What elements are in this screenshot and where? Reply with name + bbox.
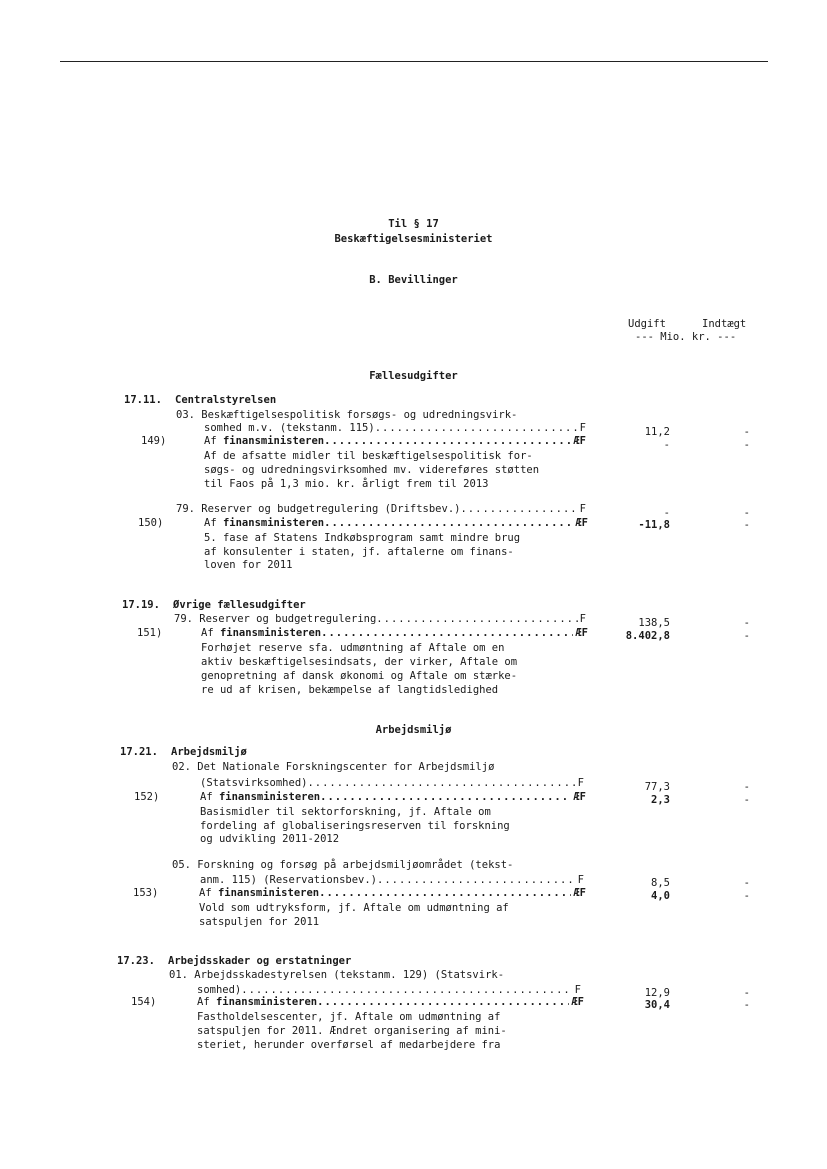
af-line <box>199 887 586 900</box>
section-title: Arbejdsskader og erstatninger <box>168 955 352 967</box>
item-text: somhed m.v. (tekstanm. 115) <box>204 422 375 434</box>
amount-udgift: 30,4 <box>644 999 670 1011</box>
item-description: af konsulenter i staten, jf. aftalerne om finans- <box>204 546 514 558</box>
item-line-f <box>204 422 586 435</box>
af-prefix: Af <box>204 517 223 529</box>
item-text: 79. Reserver og budgetregulering (Driftsbev.) <box>176 503 461 515</box>
leader-dots <box>324 435 571 448</box>
amount-indtaegt: - <box>743 630 750 642</box>
amount-indtaegt: - <box>743 617 750 629</box>
af-line <box>201 627 588 640</box>
af-prefix: Af <box>197 996 216 1008</box>
leader-dots <box>460 503 577 516</box>
item-description: aktiv beskæftigelsesindsats, der virker, Aftale om <box>201 656 518 668</box>
amount-indtaegt: - <box>743 987 750 999</box>
amount-udgift: 138,5 <box>638 617 670 629</box>
mark-ae: ÆF <box>573 435 586 447</box>
item-line: 02. Det Nationale Forskningscenter for Arbejdsmiljø <box>172 761 495 773</box>
af-name: finansministeren <box>215 996 318 1008</box>
leader-dots <box>307 777 575 790</box>
section-title: Centralstyrelsen <box>175 394 277 406</box>
note-number: 150) <box>138 517 164 529</box>
amount-indtaegt: - <box>743 507 750 519</box>
amount-udgift: 12,9 <box>644 987 670 999</box>
item-description: loven for 2011 <box>204 559 293 571</box>
section-title: Øvrige fællesudgifter <box>173 599 306 611</box>
af-line <box>197 996 584 1009</box>
group-heading-arbejdsmiljo: Arbejdsmiljø <box>375 724 452 736</box>
section-code: 17.19. <box>122 599 160 611</box>
note-number: 152) <box>134 791 160 803</box>
item-description: Fastholdelsescenter, jf. Aftale om udmøntning af <box>197 1011 501 1023</box>
mark-f: F <box>577 874 584 886</box>
ministry-title: Beskæftigelsesministeriet <box>334 233 493 245</box>
item-line: 05. Forskning og forsøg på arbejdsmiljøområdet (tekst- <box>172 859 514 871</box>
item-description: Vold som udtryksform, jf. Aftale om udmøntning af <box>199 902 509 914</box>
leader-dots <box>324 517 573 530</box>
item-text: somhed) <box>197 984 242 996</box>
item-text: anm. 115) (Reservationsbev.) <box>200 874 378 886</box>
column-udgift: Udgift <box>628 318 666 330</box>
item-text: (Statsvirksomhed) <box>200 777 308 789</box>
mark-f: F <box>579 503 586 515</box>
note-number: 149) <box>141 435 167 447</box>
mark-ae: ÆF <box>575 517 588 529</box>
column-indtaegt: Indtægt <box>702 318 747 330</box>
item-description: til Faos på 1,3 mio. kr. årligt frem til 2013 <box>204 478 489 490</box>
note-number: 153) <box>133 887 159 899</box>
amount-udgift: - <box>663 439 670 451</box>
af-line <box>204 517 588 530</box>
page-subtitle: B. Bevillinger <box>369 274 458 286</box>
item-description: og udvikling 2011-2012 <box>200 833 340 845</box>
amount-udgift: - <box>663 507 670 519</box>
note-number: 154) <box>131 996 157 1008</box>
item-description: re ud af krisen, bekæmpelse af langtidsledighed <box>201 684 499 696</box>
mark-ae: ÆF <box>573 791 586 803</box>
note-number: 151) <box>137 627 163 639</box>
item-description: satspuljen for 2011. Ændret organisering af mini- <box>197 1025 507 1037</box>
af-prefix: Af <box>201 627 220 639</box>
af-name: finansministeren <box>222 435 325 447</box>
item-description: steriet, herunder overførsel af medarbejdere fra <box>197 1039 501 1051</box>
amount-udgift: 77,3 <box>644 781 670 793</box>
leader-dots <box>375 422 578 435</box>
amount-indtaegt: - <box>743 426 750 438</box>
leader-dots <box>321 627 573 640</box>
item-description: genopretning af dansk økonomi og Aftale om stærke- <box>201 670 518 682</box>
amount-indtaegt: - <box>743 999 750 1011</box>
item-text: 79. Reserver og budgetregulering <box>174 613 377 625</box>
mark-f: F <box>579 422 586 434</box>
af-prefix: Af <box>199 887 218 899</box>
mark-f: F <box>577 777 584 789</box>
mark-ae: ÆF <box>575 627 588 639</box>
af-prefix: Af <box>200 791 219 803</box>
amount-udgift: 11,2 <box>644 426 670 438</box>
item-description: søgs- og udredningsvirksomhed mv. videreføres støtten <box>204 464 540 476</box>
amount-indtaegt: - <box>743 439 750 451</box>
amount-indtaegt: - <box>743 781 750 793</box>
mark-ae: ÆF <box>571 996 584 1008</box>
amount-udgift: 2,3 <box>651 794 670 806</box>
item-line: 03. Beskæftigelsespolitisk forsøgs- og udredningsvirk- <box>176 409 518 421</box>
leader-dots <box>377 874 576 887</box>
section-ref: Til § 17 <box>388 218 439 230</box>
mark-ae: ÆF <box>573 887 586 899</box>
item-line-f <box>200 874 584 887</box>
section-code: 17.23. <box>117 955 155 967</box>
item-line-f <box>176 503 586 516</box>
group-heading-faelles: Fællesudgifter <box>369 370 458 382</box>
amount-udgift: 8,5 <box>651 877 670 889</box>
column-unit: --- Mio. kr. --- <box>635 331 737 343</box>
top-rule <box>60 61 768 62</box>
af-line <box>204 435 586 448</box>
af-line <box>200 791 586 804</box>
item-description: Forhøjet reserve sfa. udmøntning af Aftale om en <box>201 642 505 654</box>
af-name: finansministeren <box>218 791 321 803</box>
item-description: fordeling af globaliseringsreserven til forskning <box>200 820 510 832</box>
mark-f: F <box>579 613 586 625</box>
item-line-f <box>200 777 584 790</box>
amount-indtaegt: - <box>743 890 750 902</box>
leader-dots <box>317 996 569 1009</box>
item-description: satspuljen for 2011 <box>199 916 320 928</box>
section-title: Arbejdsmiljø <box>171 746 247 758</box>
section-code: 17.11. <box>124 394 162 406</box>
af-prefix: Af <box>204 435 223 447</box>
leader-dots <box>319 887 571 900</box>
af-name: finansministeren <box>219 627 322 639</box>
amount-udgift: 4,0 <box>651 890 670 902</box>
item-description: Af de afsatte midler til beskæftigelsespolitisk for- <box>204 450 533 462</box>
leader-dots <box>320 791 571 804</box>
amount-indtaegt: - <box>743 794 750 806</box>
af-name: finansministeren <box>222 517 325 529</box>
leader-dots <box>376 613 577 626</box>
amount-udgift: -11,8 <box>638 519 670 531</box>
item-description: Basismidler til sektorforskning, jf. Aftale om <box>200 806 491 818</box>
item-line: 01. Arbejdsskadestyrelsen (tekstanm. 129) (Statsvirk- <box>169 969 505 981</box>
amount-udgift: 8.402,8 <box>625 630 670 642</box>
item-line-f <box>174 613 586 626</box>
amount-indtaegt: - <box>743 519 750 531</box>
mark-f: F <box>574 984 581 996</box>
amount-indtaegt: - <box>743 877 750 889</box>
item-description: 5. fase af Statens Indkøbsprogram samt mindre brug <box>204 532 521 544</box>
af-name: finansministeren <box>217 887 320 899</box>
section-code: 17.21. <box>120 746 158 758</box>
